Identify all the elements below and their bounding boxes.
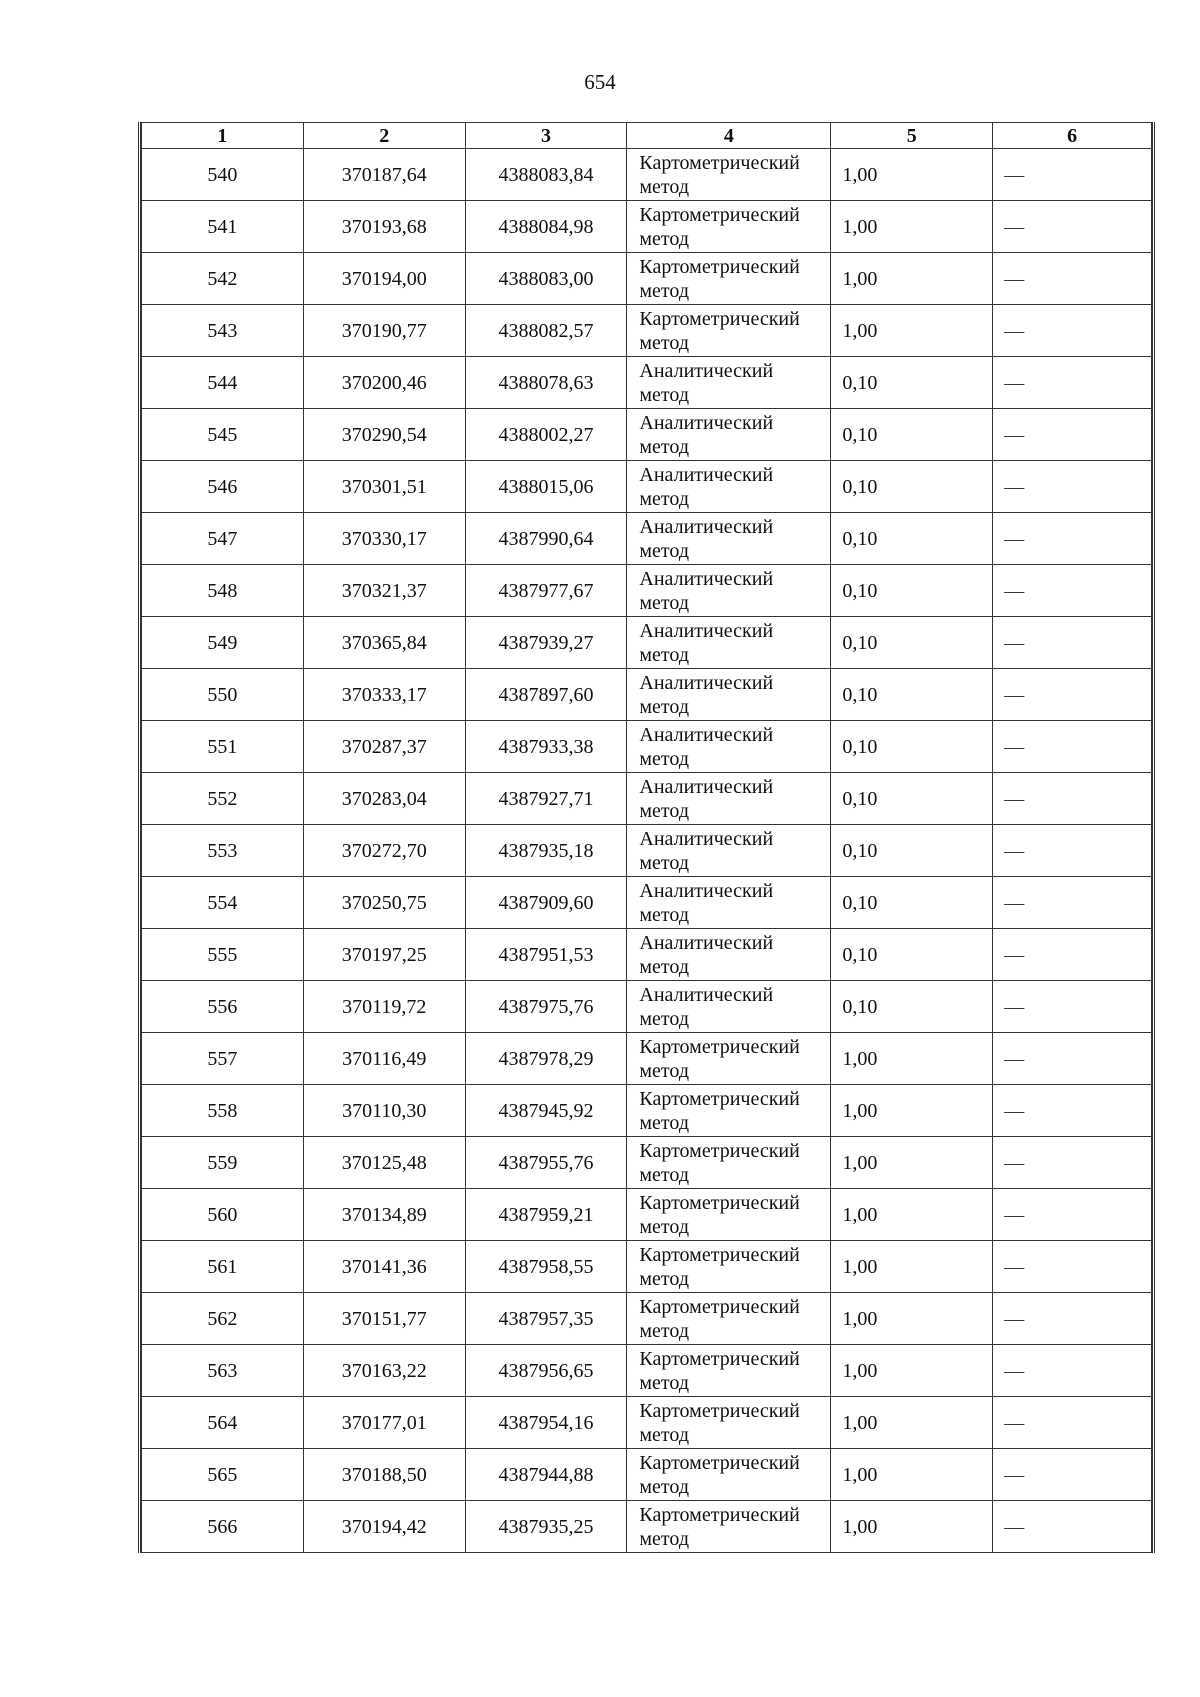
x-coordinate-cell: 370188,50 (303, 1449, 465, 1501)
note-cell: — (993, 981, 1152, 1033)
precision-cell: 0,10 (831, 565, 993, 617)
method-cell (627, 1449, 831, 1501)
x-coordinate-cell: 370110,30 (303, 1085, 465, 1137)
coordinates-table-frame (138, 122, 1155, 1553)
y-coordinate-cell: 4387944,88 (465, 1449, 627, 1501)
y-coordinate-cell: 4387951,53 (465, 929, 627, 981)
y-coordinate-cell: 4387958,55 (465, 1241, 627, 1293)
method-cell (627, 565, 831, 617)
note-cell: — (993, 1293, 1152, 1345)
method-name: Картометрический (639, 1347, 800, 1370)
point-number-cell: 558 (142, 1085, 304, 1137)
x-coordinate-cell: 370151,77 (303, 1293, 465, 1345)
method-cell (627, 409, 831, 461)
y-coordinate-cell: 4387909,60 (465, 877, 627, 929)
point-number-cell: 554 (142, 877, 304, 929)
method-cell (627, 877, 831, 929)
method-name: Картометрический (639, 1399, 800, 1422)
x-coordinate-cell: 370287,37 (303, 721, 465, 773)
point-number-cell: 545 (142, 409, 304, 461)
note-cell: — (993, 1241, 1152, 1293)
method-name: Картометрический (639, 1191, 800, 1214)
method-cell (627, 1241, 831, 1293)
method-name: Аналитический (639, 515, 774, 538)
x-coordinate-cell: 370365,84 (303, 617, 465, 669)
table-row (142, 929, 1152, 981)
point-number-cell: 563 (142, 1345, 304, 1397)
method-word: метод (639, 955, 689, 978)
point-number-cell: 561 (142, 1241, 304, 1293)
method-name: Аналитический (639, 723, 774, 746)
method-name: Картометрический (639, 1035, 800, 1058)
y-coordinate-cell: 4387956,65 (465, 1345, 627, 1397)
method-word: метод (639, 1215, 689, 1238)
precision-cell: 1,00 (831, 1241, 993, 1293)
column-header: 6 (993, 123, 1152, 149)
column-header: 5 (831, 123, 993, 149)
y-coordinate-cell: 4387975,76 (465, 981, 627, 1033)
x-coordinate-cell: 370163,22 (303, 1345, 465, 1397)
point-number-cell: 542 (142, 253, 304, 305)
table-row (142, 1033, 1152, 1085)
note-cell: — (993, 149, 1152, 201)
precision-cell: 1,00 (831, 1345, 993, 1397)
x-coordinate-cell: 370119,72 (303, 981, 465, 1033)
x-coordinate-cell: 370194,42 (303, 1501, 465, 1553)
method-name: Картометрический (639, 1243, 800, 1266)
method-name: Аналитический (639, 359, 774, 382)
x-coordinate-cell: 370200,46 (303, 357, 465, 409)
x-coordinate-cell: 370283,04 (303, 773, 465, 825)
y-coordinate-cell: 4387959,21 (465, 1189, 627, 1241)
method-word: метод (639, 1059, 689, 1082)
method-name: Картометрический (639, 1503, 800, 1526)
y-coordinate-cell: 4387977,67 (465, 565, 627, 617)
point-number-cell: 560 (142, 1189, 304, 1241)
x-coordinate-cell: 370272,70 (303, 825, 465, 877)
y-coordinate-cell: 4388078,63 (465, 357, 627, 409)
table-row (142, 669, 1152, 721)
y-coordinate-cell: 4388084,98 (465, 201, 627, 253)
precision-cell: 0,10 (831, 617, 993, 669)
point-number-cell: 548 (142, 565, 304, 617)
precision-cell: 0,10 (831, 981, 993, 1033)
precision-cell: 0,10 (831, 773, 993, 825)
table-row (142, 1189, 1152, 1241)
x-coordinate-cell: 370197,25 (303, 929, 465, 981)
note-cell: — (993, 929, 1152, 981)
method-word: метод (639, 747, 689, 770)
y-coordinate-cell: 4387978,29 (465, 1033, 627, 1085)
precision-cell: 0,10 (831, 721, 993, 773)
x-coordinate-cell: 370301,51 (303, 461, 465, 513)
method-cell (627, 981, 831, 1033)
point-number-cell: 557 (142, 1033, 304, 1085)
y-coordinate-cell: 4387927,71 (465, 773, 627, 825)
method-cell (627, 1085, 831, 1137)
column-header: 1 (142, 123, 304, 149)
table-row (142, 773, 1152, 825)
coordinates-table (141, 122, 1152, 1553)
note-cell: — (993, 877, 1152, 929)
method-cell (627, 617, 831, 669)
x-coordinate-cell: 370187,64 (303, 149, 465, 201)
method-word: метод (639, 1111, 689, 1134)
method-word: метод (639, 1475, 689, 1498)
method-word: метод (639, 487, 689, 510)
method-cell (627, 1397, 831, 1449)
method-cell (627, 1137, 831, 1189)
method-cell (627, 201, 831, 253)
point-number-cell: 562 (142, 1293, 304, 1345)
note-cell: — (993, 721, 1152, 773)
y-coordinate-cell: 4387935,25 (465, 1501, 627, 1553)
method-cell (627, 357, 831, 409)
method-word: метод (639, 1163, 689, 1186)
table-row (142, 825, 1152, 877)
method-cell (627, 253, 831, 305)
precision-cell: 1,00 (831, 1293, 993, 1345)
method-name: Аналитический (639, 775, 774, 798)
point-number-cell: 549 (142, 617, 304, 669)
method-cell (627, 305, 831, 357)
method-word: метод (639, 903, 689, 926)
note-cell: — (993, 1501, 1152, 1553)
table-row (142, 1501, 1152, 1553)
note-cell: — (993, 1033, 1152, 1085)
method-name: Картометрический (639, 151, 800, 174)
method-word: метод (639, 695, 689, 718)
point-number-cell: 556 (142, 981, 304, 1033)
y-coordinate-cell: 4387939,27 (465, 617, 627, 669)
method-cell (627, 461, 831, 513)
precision-cell: 0,10 (831, 357, 993, 409)
method-word: метод (639, 227, 689, 250)
note-cell: — (993, 825, 1152, 877)
method-name: Аналитический (639, 827, 774, 850)
method-name: Аналитический (639, 619, 774, 642)
y-coordinate-cell: 4388083,84 (465, 149, 627, 201)
table-row (142, 253, 1152, 305)
x-coordinate-cell: 370321,37 (303, 565, 465, 617)
method-cell (627, 1033, 831, 1085)
precision-cell: 1,00 (831, 1137, 993, 1189)
column-header: 2 (303, 123, 465, 149)
method-name: Картометрический (639, 203, 800, 226)
note-cell: — (993, 253, 1152, 305)
precision-cell: 0,10 (831, 461, 993, 513)
method-name: Картометрический (639, 1139, 800, 1162)
column-header: 3 (465, 123, 627, 149)
method-cell (627, 513, 831, 565)
note-cell: — (993, 1449, 1152, 1501)
y-coordinate-cell: 4387990,64 (465, 513, 627, 565)
precision-cell: 1,00 (831, 1397, 993, 1449)
point-number-cell: 564 (142, 1397, 304, 1449)
table-row (142, 1345, 1152, 1397)
method-cell (627, 721, 831, 773)
method-word: метод (639, 383, 689, 406)
x-coordinate-cell: 370134,89 (303, 1189, 465, 1241)
y-coordinate-cell: 4387897,60 (465, 669, 627, 721)
note-cell: — (993, 201, 1152, 253)
note-cell: — (993, 773, 1152, 825)
note-cell: — (993, 669, 1152, 721)
y-coordinate-cell: 4387933,38 (465, 721, 627, 773)
method-name: Аналитический (639, 879, 774, 902)
table-row (142, 981, 1152, 1033)
method-cell (627, 1501, 831, 1553)
method-word: метод (639, 1527, 689, 1550)
method-word: метод (639, 591, 689, 614)
precision-cell: 0,10 (831, 513, 993, 565)
point-number-cell: 544 (142, 357, 304, 409)
y-coordinate-cell: 4388083,00 (465, 253, 627, 305)
precision-cell: 1,00 (831, 1189, 993, 1241)
precision-cell: 1,00 (831, 149, 993, 201)
note-cell: — (993, 1397, 1152, 1449)
y-coordinate-cell: 4388082,57 (465, 305, 627, 357)
point-number-cell: 555 (142, 929, 304, 981)
method-name: Картометрический (639, 255, 800, 278)
table-row (142, 877, 1152, 929)
precision-cell: 1,00 (831, 1449, 993, 1501)
x-coordinate-cell: 370190,77 (303, 305, 465, 357)
page-number: 654 (584, 70, 616, 94)
table-row (142, 1085, 1152, 1137)
method-word: метод (639, 1319, 689, 1342)
note-cell: — (993, 357, 1152, 409)
method-word: метод (639, 539, 689, 562)
table-header-row (142, 123, 1152, 149)
note-cell: — (993, 1345, 1152, 1397)
point-number-cell: 550 (142, 669, 304, 721)
point-number-cell: 559 (142, 1137, 304, 1189)
table-row (142, 565, 1152, 617)
table-row (142, 1397, 1152, 1449)
note-cell: — (993, 305, 1152, 357)
x-coordinate-cell: 370290,54 (303, 409, 465, 461)
point-number-cell: 547 (142, 513, 304, 565)
y-coordinate-cell: 4388002,27 (465, 409, 627, 461)
table-row (142, 1293, 1152, 1345)
x-coordinate-cell: 370116,49 (303, 1033, 465, 1085)
precision-cell: 1,00 (831, 201, 993, 253)
table-row (142, 513, 1152, 565)
note-cell: — (993, 1085, 1152, 1137)
table-body (142, 149, 1152, 1553)
method-word: метод (639, 435, 689, 458)
precision-cell: 1,00 (831, 1085, 993, 1137)
table-row (142, 305, 1152, 357)
method-word: метод (639, 799, 689, 822)
method-name: Аналитический (639, 567, 774, 590)
note-cell: — (993, 617, 1152, 669)
x-coordinate-cell: 370193,68 (303, 201, 465, 253)
method-cell (627, 825, 831, 877)
method-name: Аналитический (639, 671, 774, 694)
method-word: метод (639, 643, 689, 666)
column-header: 4 (627, 123, 831, 149)
x-coordinate-cell: 370177,01 (303, 1397, 465, 1449)
point-number-cell: 566 (142, 1501, 304, 1553)
method-name: Аналитический (639, 463, 774, 486)
precision-cell: 1,00 (831, 305, 993, 357)
x-coordinate-cell: 370194,00 (303, 253, 465, 305)
method-cell (627, 1345, 831, 1397)
precision-cell: 0,10 (831, 877, 993, 929)
method-word: метод (639, 175, 689, 198)
method-cell (627, 929, 831, 981)
x-coordinate-cell: 370333,17 (303, 669, 465, 721)
table-row (142, 149, 1152, 201)
y-coordinate-cell: 4388015,06 (465, 461, 627, 513)
y-coordinate-cell: 4387955,76 (465, 1137, 627, 1189)
method-name: Картометрический (639, 1295, 800, 1318)
table-row (142, 201, 1152, 253)
table-row (142, 461, 1152, 513)
precision-cell: 0,10 (831, 669, 993, 721)
note-cell: — (993, 565, 1152, 617)
y-coordinate-cell: 4387954,16 (465, 1397, 627, 1449)
method-cell (627, 773, 831, 825)
precision-cell: 1,00 (831, 1501, 993, 1553)
method-word: метод (639, 1423, 689, 1446)
note-cell: — (993, 1189, 1152, 1241)
y-coordinate-cell: 4387935,18 (465, 825, 627, 877)
note-cell: — (993, 1137, 1152, 1189)
method-cell (627, 669, 831, 721)
table-row (142, 409, 1152, 461)
note-cell: — (993, 461, 1152, 513)
method-word: метод (639, 1007, 689, 1030)
point-number-cell: 565 (142, 1449, 304, 1501)
x-coordinate-cell: 370330,17 (303, 513, 465, 565)
precision-cell: 1,00 (831, 253, 993, 305)
x-coordinate-cell: 370250,75 (303, 877, 465, 929)
method-word: метод (639, 851, 689, 874)
point-number-cell: 540 (142, 149, 304, 201)
method-word: метод (639, 1267, 689, 1290)
method-name: Картометрический (639, 1451, 800, 1474)
method-name: Аналитический (639, 411, 774, 434)
method-name: Аналитический (639, 983, 774, 1006)
method-name: Картометрический (639, 1087, 800, 1110)
method-word: метод (639, 279, 689, 302)
precision-cell: 1,00 (831, 1033, 993, 1085)
y-coordinate-cell: 4387957,35 (465, 1293, 627, 1345)
point-number-cell: 543 (142, 305, 304, 357)
table-row (142, 1137, 1152, 1189)
method-cell (627, 1189, 831, 1241)
table-row (142, 721, 1152, 773)
table-row (142, 1241, 1152, 1293)
table-row (142, 617, 1152, 669)
method-name: Аналитический (639, 931, 774, 954)
method-word: метод (639, 1371, 689, 1394)
x-coordinate-cell: 370125,48 (303, 1137, 465, 1189)
y-coordinate-cell: 4387945,92 (465, 1085, 627, 1137)
method-name: Картометрический (639, 307, 800, 330)
point-number-cell: 541 (142, 201, 304, 253)
point-number-cell: 551 (142, 721, 304, 773)
table-row (142, 357, 1152, 409)
method-cell (627, 1293, 831, 1345)
method-word: метод (639, 331, 689, 354)
table-row (142, 1449, 1152, 1501)
point-number-cell: 552 (142, 773, 304, 825)
note-cell: — (993, 409, 1152, 461)
method-cell (627, 149, 831, 201)
precision-cell: 0,10 (831, 825, 993, 877)
note-cell: — (993, 513, 1152, 565)
precision-cell: 0,10 (831, 409, 993, 461)
precision-cell: 0,10 (831, 929, 993, 981)
point-number-cell: 553 (142, 825, 304, 877)
x-coordinate-cell: 370141,36 (303, 1241, 465, 1293)
point-number-cell: 546 (142, 461, 304, 513)
